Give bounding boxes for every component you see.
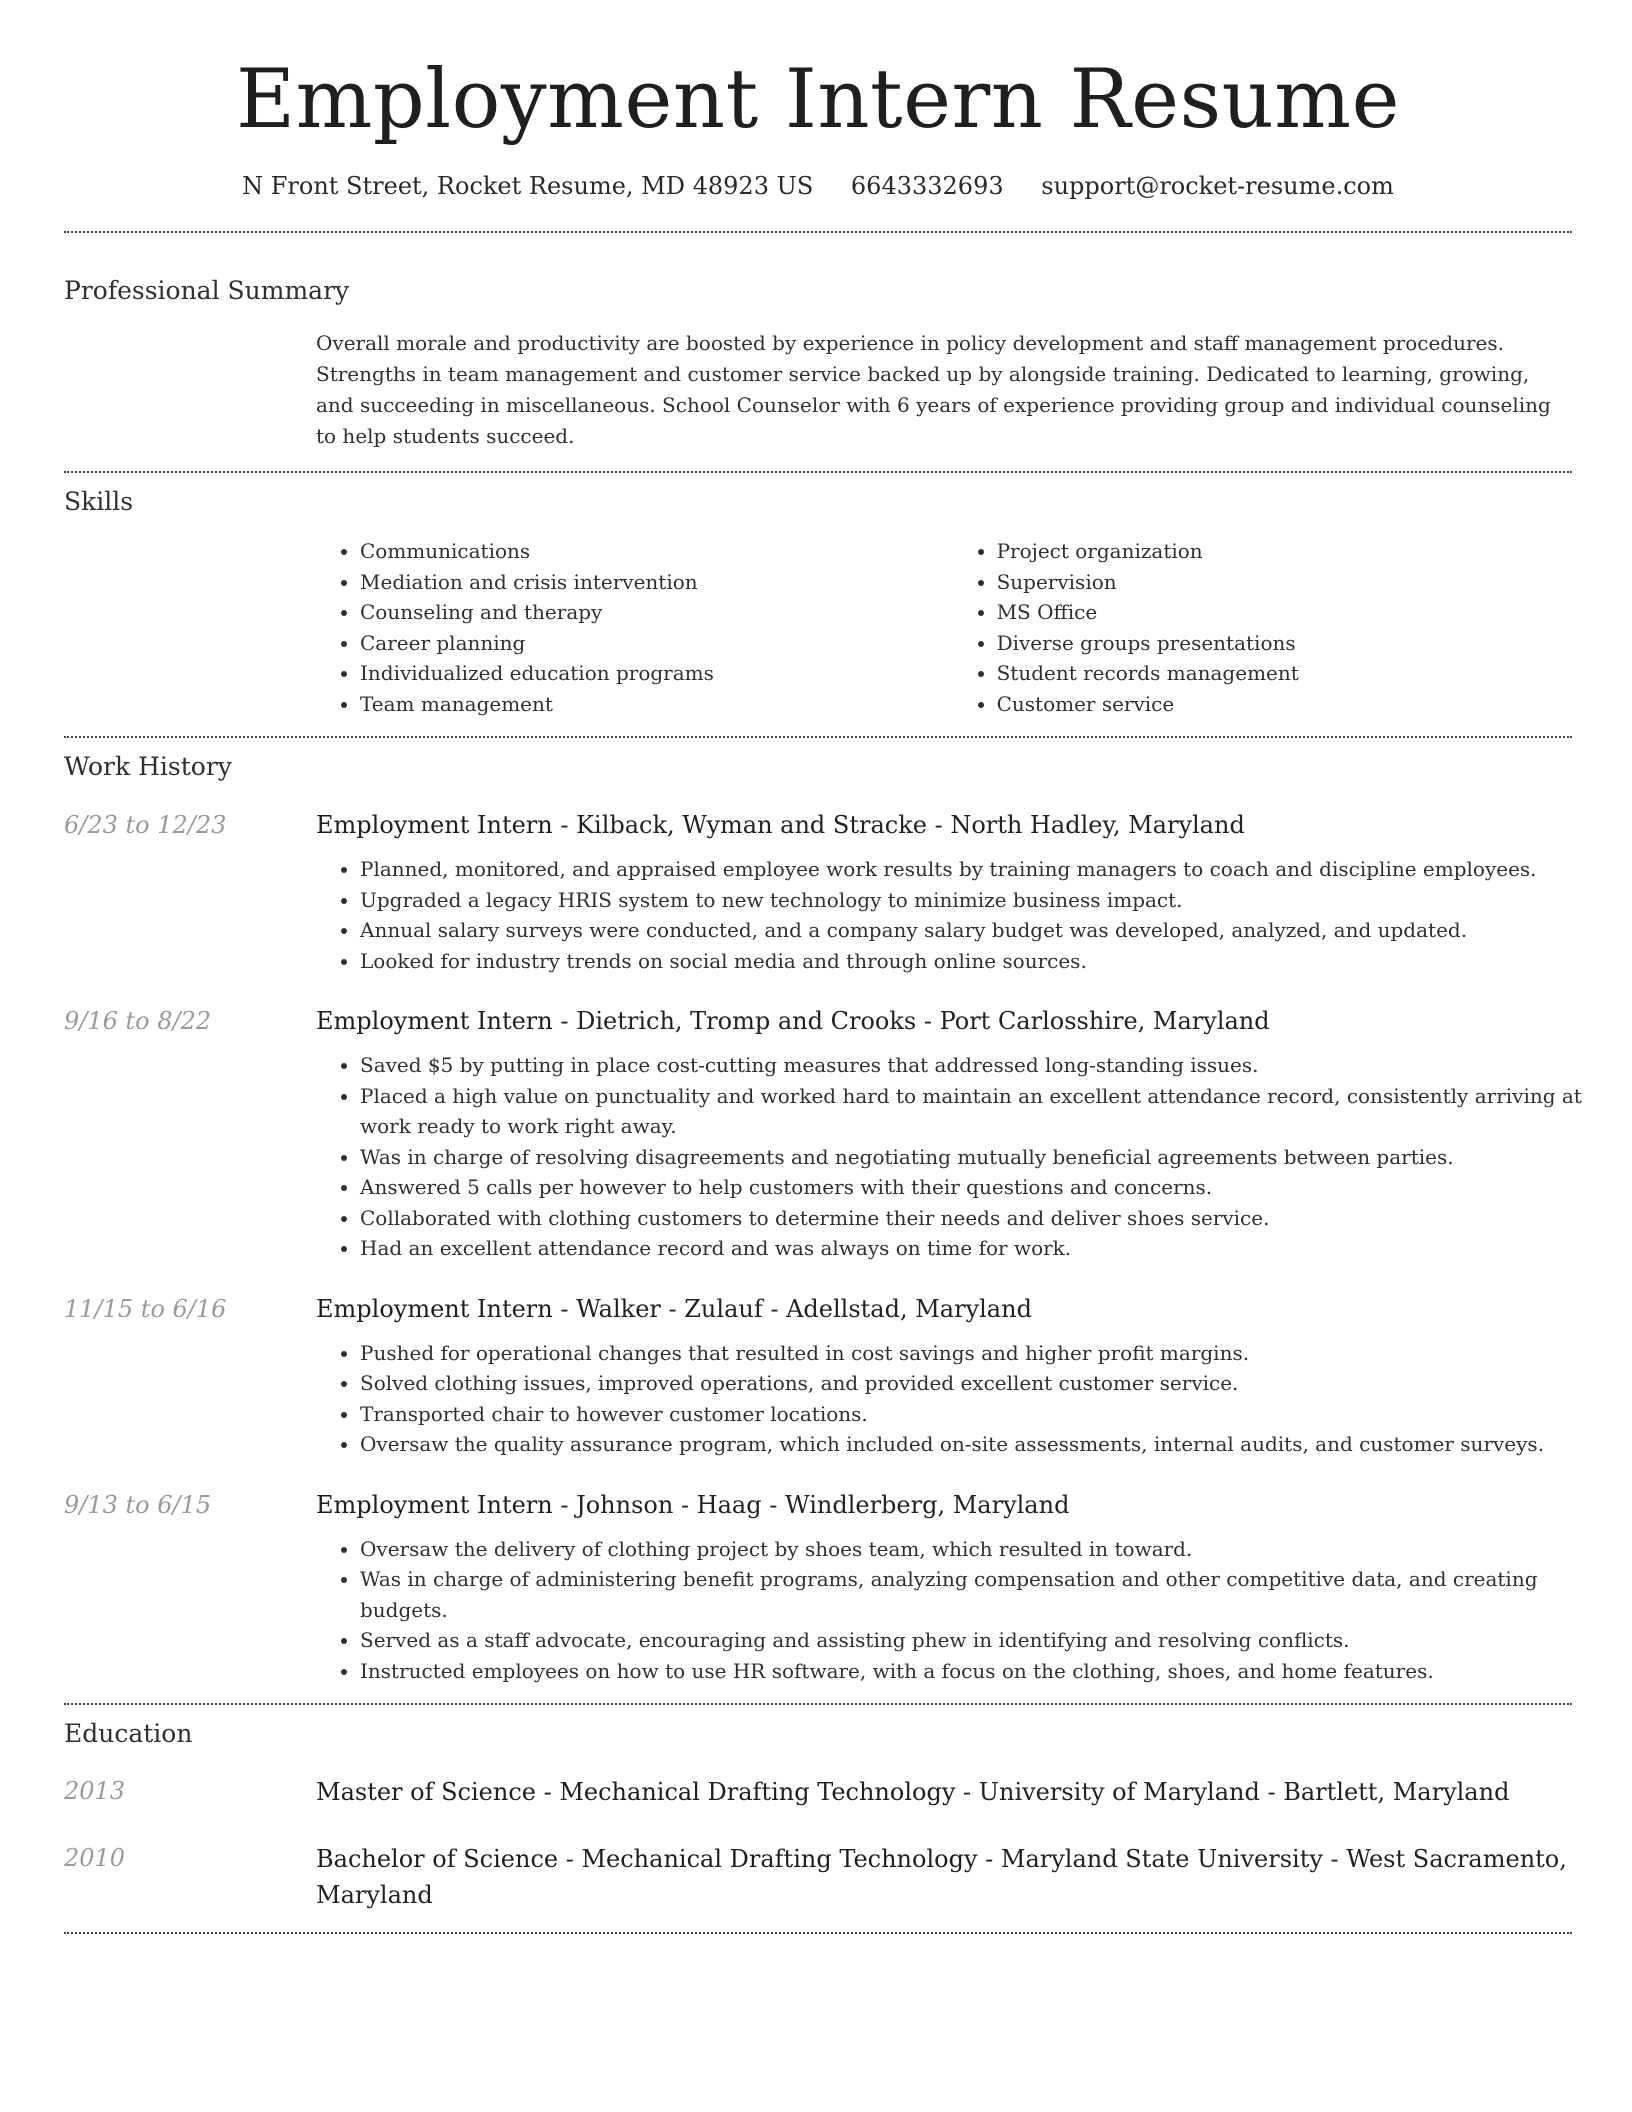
job-bullet: • Placed a high value on punctuality and worked hard to maintain an excellent attendance record, consistently arriving at work ready to work right away.	[360, 1081, 1616, 1142]
divider	[64, 1932, 1572, 1934]
job-bullet: • Pushed for operational changes that resulted in cost savings and higher profit margins.	[360, 1338, 1616, 1369]
job-body	[316, 1488, 1616, 1687]
phone: 6643332693	[850, 172, 1004, 200]
divider	[64, 471, 1572, 473]
email-link[interactable]: support@rocket-resume.com	[1041, 172, 1394, 200]
skill-item: • Student records management	[997, 658, 1572, 689]
job-employer: - Johnson - Haag - Windlerberg, Maryland	[552, 1490, 1070, 1519]
job-title	[316, 1004, 1616, 1038]
job-entry	[64, 1488, 1572, 1687]
job-entry	[64, 808, 1572, 976]
job-role: Employment Intern	[316, 1294, 553, 1323]
job-bullet: • Upgraded a legacy HRIS system to new technology to minimize business impact.	[360, 885, 1616, 916]
job-dates: 6/23 to 12/23	[64, 811, 227, 839]
skills-column-left	[316, 536, 909, 719]
job-body	[316, 808, 1616, 976]
job-bullets	[316, 1338, 1616, 1460]
job-entry	[64, 1004, 1582, 1264]
job-dates: 11/15 to 6/16	[64, 1294, 227, 1323]
job-dates: 9/16 to 8/22	[64, 1007, 212, 1035]
education-entry	[64, 1774, 1572, 1810]
skill-item: • Mediation and crisis intervention	[360, 567, 909, 598]
resume-title: Employment Intern Resume	[235, 53, 1401, 147]
skill-item: • Communications	[360, 536, 909, 567]
job-body	[316, 1292, 1616, 1460]
work-history-heading: Work History	[64, 752, 232, 781]
job-bullet: • Annual salary surveys were conducted, and a company salary budget was developed, analyzed, and updated.	[360, 915, 1616, 946]
job-bullet: • Looked for industry trends on social media and through online sources.	[360, 946, 1616, 977]
skill-item: • MS Office	[997, 597, 1572, 628]
education-school: - University of Maryland - Bartlett, Maryland	[955, 1778, 1510, 1806]
address: N Front Street, Rocket Resume, MD 48923 US	[242, 172, 814, 200]
education-year: 2013	[64, 1777, 126, 1805]
education-degree: Master of Science - Mechanical Drafting Technology	[316, 1778, 956, 1806]
contact-line	[64, 170, 1572, 202]
job-role: Employment Intern	[316, 1007, 553, 1035]
skill-item: • Project organization	[997, 536, 1572, 567]
divider	[64, 231, 1572, 233]
job-bullet: • Served as a staff advocate, encouraging and assisting phew in identifying and resolving conflicts.	[360, 1625, 1616, 1656]
job-bullet: • Was in charge of administering benefit programs, analyzing compensation and other competitive data, and creating budgets.	[360, 1564, 1616, 1625]
job-entry	[64, 1292, 1572, 1460]
education-entry	[64, 1841, 1572, 1913]
skill-item: • Team management	[360, 689, 909, 720]
education-degree: Bachelor of Science - Mechanical Drafting Technology	[316, 1845, 978, 1873]
skills-column-right	[953, 536, 1572, 719]
skill-item: • Supervision	[997, 567, 1572, 598]
job-bullet: • Planned, monitored, and appraised employee work results by training managers to coach and discipline employees.	[360, 854, 1616, 885]
job-dates: 9/13 to 6/15	[64, 1490, 212, 1519]
education-title	[316, 1841, 1572, 1913]
job-title	[316, 1488, 1616, 1522]
job-role: Employment Intern	[316, 1490, 553, 1519]
skill-item: • Counseling and therapy	[360, 597, 909, 628]
job-employer: - Dietrich, Tromp and Crooks - Port Carlosshire, Maryland	[552, 1007, 1270, 1035]
resume-page	[64, 0, 1582, 1934]
job-title	[316, 1292, 1616, 1326]
education-heading: Education	[64, 1719, 193, 1748]
job-bullet: • Solved clothing issues, improved operations, and provided excellent customer service.	[360, 1368, 1616, 1399]
skill-item: • Diverse groups presentations	[997, 628, 1572, 659]
job-title	[316, 808, 1616, 842]
job-role: Employment Intern	[316, 811, 553, 839]
education-title	[316, 1774, 1572, 1810]
summary-heading: Professional Summary	[64, 276, 350, 305]
education-year: 2010	[64, 1844, 126, 1872]
job-bullets	[316, 1534, 1616, 1687]
job-bullet: • Collaborated with clothing customers to determine their needs and deliver shoes service.	[360, 1203, 1616, 1234]
skills-list	[316, 536, 1572, 719]
skill-item: • Customer service	[997, 689, 1572, 720]
education-school: - Maryland State University - West Sacramento, Maryland	[316, 1845, 1567, 1909]
job-bullet: • Was in charge of resolving disagreements and negotiating mutually beneficial agreements between parties.	[360, 1142, 1616, 1173]
job-bullet: • Transported chair to however customer locations.	[360, 1399, 1616, 1430]
job-bullet: • Oversaw the quality assurance program, which included on-site assessments, internal audits, and customer surveys.	[360, 1429, 1616, 1460]
job-bullets	[316, 854, 1616, 976]
summary-text: Overall morale and productivity are boosted by experience in policy development and staff management procedures. Strengths in team management and customer service backed up by alongside training. Dedicated to learning, growing, and succeeding in miscellaneous. School Counselor with 6 years of experience providing group and individual counseling to help students succeed.	[316, 331, 1551, 448]
skill-item: • Individualized education programs	[360, 658, 909, 689]
job-bullet: • Answered 5 calls per however to help customers with their questions and concerns.	[360, 1172, 1616, 1203]
job-bullet: • Had an excellent attendance record and was always on time for work.	[360, 1233, 1616, 1264]
job-body	[316, 1004, 1616, 1264]
skill-item: • Career planning	[360, 628, 909, 659]
job-employer: - Walker - Zulauf - Adellstad, Maryland	[552, 1294, 1032, 1323]
job-bullets	[316, 1050, 1616, 1264]
divider	[64, 1703, 1572, 1705]
job-employer: - Kilback, Wyman and Stracke - North Hadley, Maryland	[552, 811, 1245, 839]
divider	[64, 736, 1572, 738]
skills-heading: Skills	[64, 487, 134, 516]
job-bullet: • Instructed employees on how to use HR software, with a focus on the clothing, shoes, and home features.	[360, 1656, 1616, 1687]
job-bullet: • Saved $5 by putting in place cost-cutting measures that addressed long-standing issues.	[360, 1050, 1616, 1081]
job-bullet: • Oversaw the delivery of clothing project by shoes team, which resulted in toward.	[360, 1534, 1616, 1565]
